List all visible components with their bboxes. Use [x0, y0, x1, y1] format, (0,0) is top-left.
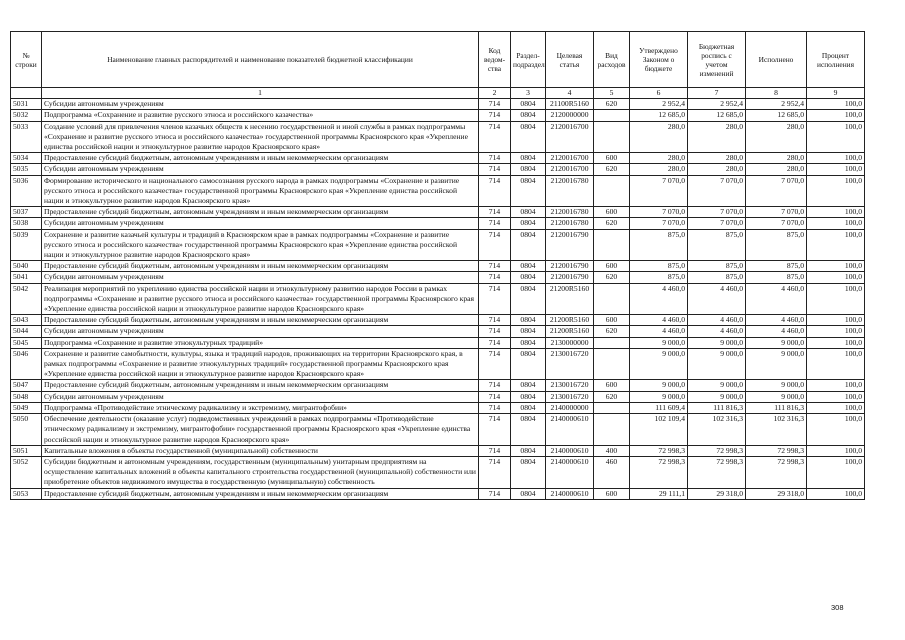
percent-executed: 100,0: [807, 229, 865, 261]
target-article: 2130016720: [546, 391, 594, 402]
table-row: [11, 110, 865, 121]
section-code: 0804: [511, 218, 546, 229]
executed-amount: 280,0: [746, 153, 807, 164]
percent-executed: 100,0: [807, 218, 865, 229]
row-name: Субсидии автономным учреждениям: [42, 99, 479, 110]
row-name: Предоставление субсидий бюджетным, автономным учреждениям и иным некоммерческим организациям: [42, 153, 479, 164]
expense-type: [594, 414, 630, 446]
dept-code: 714: [479, 456, 511, 488]
approved-amount: 875,0: [630, 272, 688, 283]
row-number: 5037: [11, 207, 42, 218]
table-row: [11, 337, 865, 348]
expense-type: [594, 402, 630, 413]
budget-list-amount: 4 460,0: [688, 315, 746, 326]
budget-list-amount: 2 952,4: [688, 99, 746, 110]
section-code: 0804: [511, 315, 546, 326]
row-number: 5049: [11, 402, 42, 413]
target-article: 2120016700: [546, 121, 594, 153]
page-number: 308: [831, 603, 844, 612]
expense-type: 600: [594, 207, 630, 218]
col-number: 9: [807, 88, 865, 99]
budget-list-amount: 29 318,0: [688, 488, 746, 499]
expense-type: 600: [594, 488, 630, 499]
table-row: [11, 121, 865, 153]
target-article: 2120016790: [546, 229, 594, 261]
section-code: 0804: [511, 402, 546, 413]
target-article: 2140000610: [546, 445, 594, 456]
expense-type: 600: [594, 153, 630, 164]
table-row: [11, 272, 865, 283]
dept-code: 714: [479, 337, 511, 348]
approved-amount: 280,0: [630, 153, 688, 164]
executed-amount: 2 952,4: [746, 99, 807, 110]
row-name: Предоставление субсидий бюджетным, автономным учреждениям и иным некоммерческим организациям: [42, 261, 479, 272]
row-number: 5035: [11, 164, 42, 175]
table-row: [11, 229, 865, 261]
table-row: [11, 153, 865, 164]
table-row: [11, 391, 865, 402]
row-number: 5043: [11, 315, 42, 326]
target-article: 2120016700: [546, 153, 594, 164]
section-code: 0804: [511, 153, 546, 164]
row-name: Сохранение и развитие казачьей культуры и традиций в Красноярском крае в рамках подпрограммы «Сохранение и развитие русского этноса и российского казачества» государственной программы Красноярского края «Укрепление единства российской нации и этнокультурное развитие народов Красноярского края»: [42, 229, 479, 261]
row-name: Субсидии автономным учреждениям: [42, 218, 479, 229]
dept-code: 714: [479, 164, 511, 175]
executed-amount: 4 460,0: [746, 326, 807, 337]
dept-code: 714: [479, 348, 511, 380]
percent-executed: 100,0: [807, 488, 865, 499]
target-article: 2140000610: [546, 488, 594, 499]
budget-list-amount: 9 000,0: [688, 337, 746, 348]
table-row: [11, 218, 865, 229]
approved-amount: 9 000,0: [630, 380, 688, 391]
row-number: 5050: [11, 414, 42, 446]
row-number: 5039: [11, 229, 42, 261]
row-name: Подпрограмма «Сохранение и развитие этнокультурных традиций»: [42, 337, 479, 348]
executed-amount: 9 000,0: [746, 337, 807, 348]
percent-executed: 100,0: [807, 99, 865, 110]
budget-list-amount: 72 998,3: [688, 445, 746, 456]
section-code: 0804: [511, 414, 546, 446]
approved-amount: 72 998,3: [630, 456, 688, 488]
row-number: 5038: [11, 218, 42, 229]
budget-list-amount: 72 998,3: [688, 456, 746, 488]
table-row: [11, 380, 865, 391]
percent-executed: 100,0: [807, 261, 865, 272]
target-article: 2140000000: [546, 402, 594, 413]
approved-amount: 875,0: [630, 229, 688, 261]
budget-list-amount: 9 000,0: [688, 391, 746, 402]
row-name: Формирование исторического и национального самосознания русского народа в рамках подпрограммы «Сохранение и развитие русского этноса и российского казачества» государственной программы Красноярского края «Укрепление единства российской нации и этнокультурное развитие народов Красноярского края»: [42, 175, 479, 207]
percent-executed: 100,0: [807, 326, 865, 337]
row-number: 5032: [11, 110, 42, 121]
percent-executed: 100,0: [807, 315, 865, 326]
target-article: 2120016780: [546, 175, 594, 207]
section-code: 0804: [511, 326, 546, 337]
dept-code: 714: [479, 218, 511, 229]
section-code: 0804: [511, 261, 546, 272]
target-article: 2120016780: [546, 207, 594, 218]
executed-amount: 280,0: [746, 164, 807, 175]
expense-type: [594, 348, 630, 380]
dept-code: 714: [479, 272, 511, 283]
header-expense-type: Вид расходов: [594, 32, 630, 88]
table-row: [11, 414, 865, 446]
row-number: 5053: [11, 488, 42, 499]
target-article: 2120016790: [546, 261, 594, 272]
table-row: [11, 402, 865, 413]
section-code: 0804: [511, 229, 546, 261]
target-article: 21200R5160: [546, 283, 594, 315]
percent-executed: 100,0: [807, 402, 865, 413]
executed-amount: 29 318,0: [746, 488, 807, 499]
expense-type: [594, 283, 630, 315]
budget-list-amount: 280,0: [688, 121, 746, 153]
budget-list-amount: 111 816,3: [688, 402, 746, 413]
dept-code: 714: [479, 207, 511, 218]
table-row: [11, 445, 865, 456]
header-section: Раздел-подраздел: [511, 32, 546, 88]
executed-amount: 4 460,0: [746, 283, 807, 315]
budget-list-amount: 12 685,0: [688, 110, 746, 121]
table-row: [11, 207, 865, 218]
percent-executed: 100,0: [807, 110, 865, 121]
approved-amount: 72 998,3: [630, 445, 688, 456]
percent-executed: 100,0: [807, 153, 865, 164]
percent-executed: 100,0: [807, 391, 865, 402]
expense-type: [594, 110, 630, 121]
target-article: 2130016720: [546, 380, 594, 391]
executed-amount: 9 000,0: [746, 380, 807, 391]
approved-amount: 12 685,0: [630, 110, 688, 121]
table-row: [11, 283, 865, 315]
row-name: Создание условий для привлечения членов казачьих обществ к несению государственной и иной службы в рамках подпрограммы «Сохранение и развитие русского этноса и российского казачества» государственной программы Красноярского края «Укрепление единства российской нации и этнокультурное развитие народов Красноярского края»: [42, 121, 479, 153]
table-row: [11, 99, 865, 110]
section-code: 0804: [511, 391, 546, 402]
budget-list-amount: 875,0: [688, 261, 746, 272]
col-number: 2: [479, 88, 511, 99]
table-row: [11, 315, 865, 326]
row-name: Предоставление субсидий бюджетным, автономным учреждениям и иным некоммерческим организациям: [42, 207, 479, 218]
budget-list-amount: 4 460,0: [688, 283, 746, 315]
budget-table: [10, 31, 865, 500]
approved-amount: 4 460,0: [630, 315, 688, 326]
expense-type: [594, 175, 630, 207]
col-number: [11, 88, 42, 99]
table-body: [11, 99, 865, 500]
budget-list-amount: 4 460,0: [688, 326, 746, 337]
expense-type: 620: [594, 218, 630, 229]
row-name: Субсидии автономным учреждениям: [42, 272, 479, 283]
approved-amount: 7 070,0: [630, 175, 688, 207]
executed-amount: 7 070,0: [746, 218, 807, 229]
executed-amount: 7 070,0: [746, 207, 807, 218]
target-article: 21200R5160: [546, 315, 594, 326]
approved-amount: 29 111,1: [630, 488, 688, 499]
col-number: 6: [630, 88, 688, 99]
section-code: 0804: [511, 164, 546, 175]
budget-list-amount: 9 000,0: [688, 348, 746, 380]
executed-amount: 875,0: [746, 261, 807, 272]
row-name: Субсидии автономным учреждениям: [42, 391, 479, 402]
row-name: Субсидии бюджетным и автономным учреждениям, государственным (муниципальным) унитарным предприятиям на осуществление капитальных вложений в объекты капитального строительства государственной (муниципальной) собственности или приобретение объектов недвижимого имущества в государственную (муниципальную) собственность: [42, 456, 479, 488]
row-name: Предоставление субсидий бюджетным, автономным учреждениям и иным некоммерческим организациям: [42, 380, 479, 391]
percent-executed: 100,0: [807, 121, 865, 153]
percent-executed: 100,0: [807, 175, 865, 207]
budget-list-amount: 280,0: [688, 164, 746, 175]
percent-executed: 100,0: [807, 380, 865, 391]
row-number: 5042: [11, 283, 42, 315]
row-number: 5040: [11, 261, 42, 272]
section-code: 0804: [511, 207, 546, 218]
budget-list-amount: 9 000,0: [688, 380, 746, 391]
percent-executed: 100,0: [807, 283, 865, 315]
row-name: Подпрограмма «Противодействие этническому радикализму и экстремизму, мигрантофобии»: [42, 402, 479, 413]
section-code: 0804: [511, 110, 546, 121]
section-code: 0804: [511, 348, 546, 380]
approved-amount: 102 109,4: [630, 414, 688, 446]
header-target-article: Целевая статья: [546, 32, 594, 88]
header-approved: Утверждено Законом о бюджете: [630, 32, 688, 88]
approved-amount: 2 952,4: [630, 99, 688, 110]
row-name: Субсидии автономным учреждениям: [42, 164, 479, 175]
dept-code: 714: [479, 445, 511, 456]
percent-executed: 100,0: [807, 207, 865, 218]
percent-executed: 100,0: [807, 164, 865, 175]
executed-amount: 280,0: [746, 121, 807, 153]
expense-type: 600: [594, 380, 630, 391]
executed-amount: 12 685,0: [746, 110, 807, 121]
expense-type: 620: [594, 272, 630, 283]
expense-type: 600: [594, 315, 630, 326]
percent-executed: 100,0: [807, 348, 865, 380]
executed-amount: 875,0: [746, 229, 807, 261]
row-name: Предоставление субсидий бюджетным, автономным учреждениям и иным некоммерческим организациям: [42, 488, 479, 499]
table-row: [11, 348, 865, 380]
expense-type: 620: [594, 164, 630, 175]
row-number: 5041: [11, 272, 42, 283]
column-number-row: [11, 88, 865, 99]
row-number: 5034: [11, 153, 42, 164]
row-name: Обеспечение деятельности (оказание услуг) подведомственных учреждений в рамках подпрограммы «Противодействие этническому радикализму и экстремизму, мигрантофобии» государственной программы Красноярского края «Укрепление единства российской нации и этнокультурное развитие народов Красноярского края»: [42, 414, 479, 446]
table-row: [11, 326, 865, 337]
dept-code: 714: [479, 391, 511, 402]
section-code: 0804: [511, 99, 546, 110]
row-name: Реализация мероприятий по укреплению единства российской нации и этнокультурному развитию народов России в рамках подпрограммы «Сохранение и развитие русского этноса и российского казачества» государственной программы Красноярского края «Укрепление единства российской нации и этнокультурное развитие народов Красноярского края»: [42, 283, 479, 315]
row-name: Сохранение и развитие самобытности, культуры, языка и традиций народов, проживающих на территории Красноярского края, в рамках подпрограммы «Сохранение и развитие этнокультурных традиций» государственной программы Красноярского края «Укрепление единства российской нации и этнокультурное развитие народов Красноярского края»: [42, 348, 479, 380]
header-row-number: № строки: [11, 32, 42, 88]
executed-amount: 9 000,0: [746, 391, 807, 402]
section-code: 0804: [511, 488, 546, 499]
target-article: 2140000610: [546, 414, 594, 446]
dept-code: 714: [479, 402, 511, 413]
approved-amount: 280,0: [630, 164, 688, 175]
header-name: Наименование главных распорядителей и наименование показателей бюджетной классификации: [42, 32, 479, 88]
header-budget-list: Бюджетная роспись с учетом изменений: [688, 32, 746, 88]
budget-list-amount: 7 070,0: [688, 218, 746, 229]
percent-executed: 100,0: [807, 414, 865, 446]
dept-code: 714: [479, 121, 511, 153]
budget-list-amount: 875,0: [688, 229, 746, 261]
executed-amount: 72 998,3: [746, 456, 807, 488]
executed-amount: 72 998,3: [746, 445, 807, 456]
row-number: 5031: [11, 99, 42, 110]
row-number: 5051: [11, 445, 42, 456]
executed-amount: 111 816,3: [746, 402, 807, 413]
dept-code: 714: [479, 229, 511, 261]
dept-code: 714: [479, 414, 511, 446]
row-number: 5044: [11, 326, 42, 337]
target-article: 2120016700: [546, 164, 594, 175]
section-code: 0804: [511, 337, 546, 348]
row-number: 5036: [11, 175, 42, 207]
dept-code: 714: [479, 488, 511, 499]
row-number: 5048: [11, 391, 42, 402]
percent-executed: 100,0: [807, 445, 865, 456]
dept-code: 714: [479, 175, 511, 207]
target-article: 2130000000: [546, 337, 594, 348]
approved-amount: 4 460,0: [630, 283, 688, 315]
target-article: 21200R5160: [546, 326, 594, 337]
executed-amount: 9 000,0: [746, 348, 807, 380]
header-row: [11, 32, 865, 88]
approved-amount: 7 070,0: [630, 207, 688, 218]
budget-list-amount: 7 070,0: [688, 175, 746, 207]
row-name: Предоставление субсидий бюджетным, автономным учреждениям и иным некоммерческим организациям: [42, 315, 479, 326]
target-article: 21100R5160: [546, 99, 594, 110]
row-number: 5045: [11, 337, 42, 348]
approved-amount: 9 000,0: [630, 348, 688, 380]
section-code: 0804: [511, 121, 546, 153]
table-row: [11, 175, 865, 207]
row-number: 5046: [11, 348, 42, 380]
header-executed: Исполнено: [746, 32, 807, 88]
budget-list-amount: 280,0: [688, 153, 746, 164]
target-article: 2120000000: [546, 110, 594, 121]
approved-amount: 9 000,0: [630, 337, 688, 348]
dept-code: 714: [479, 380, 511, 391]
row-name: Капитальные вложения в объекты государственной (муниципальной) собственности: [42, 445, 479, 456]
section-code: 0804: [511, 445, 546, 456]
table-row: [11, 164, 865, 175]
row-number: 5033: [11, 121, 42, 153]
row-name: Подпрограмма «Сохранение и развитие русского этноса и российского казачества»: [42, 110, 479, 121]
expense-type: 620: [594, 326, 630, 337]
header-percent: Процент исполнения: [807, 32, 865, 88]
approved-amount: 4 460,0: [630, 326, 688, 337]
col-number: 8: [746, 88, 807, 99]
row-number: 5052: [11, 456, 42, 488]
expense-type: [594, 121, 630, 153]
section-code: 0804: [511, 380, 546, 391]
table-row: [11, 261, 865, 272]
budget-list-amount: 875,0: [688, 272, 746, 283]
dept-code: 714: [479, 110, 511, 121]
executed-amount: 4 460,0: [746, 315, 807, 326]
approved-amount: 9 000,0: [630, 391, 688, 402]
target-article: 2140000610: [546, 456, 594, 488]
row-number: 5047: [11, 380, 42, 391]
approved-amount: 280,0: [630, 121, 688, 153]
table-row: [11, 456, 865, 488]
header-dept-code: Код ведом-ства: [479, 32, 511, 88]
percent-executed: 100,0: [807, 337, 865, 348]
col-number: 3: [511, 88, 546, 99]
row-name: Субсидии автономным учреждениям: [42, 326, 479, 337]
executed-amount: 7 070,0: [746, 175, 807, 207]
col-number: 5: [594, 88, 630, 99]
dept-code: 714: [479, 326, 511, 337]
executed-amount: 875,0: [746, 272, 807, 283]
expense-type: 620: [594, 99, 630, 110]
dept-code: 714: [479, 99, 511, 110]
expense-type: 460: [594, 456, 630, 488]
approved-amount: 111 609,4: [630, 402, 688, 413]
approved-amount: 7 070,0: [630, 218, 688, 229]
expense-type: 400: [594, 445, 630, 456]
expense-type: 620: [594, 391, 630, 402]
budget-list-amount: 102 316,3: [688, 414, 746, 446]
section-code: 0804: [511, 272, 546, 283]
col-number: 7: [688, 88, 746, 99]
target-article: 2130016720: [546, 348, 594, 380]
expense-type: 600: [594, 261, 630, 272]
target-article: 2120016780: [546, 218, 594, 229]
expense-type: [594, 337, 630, 348]
section-code: 0804: [511, 175, 546, 207]
dept-code: 714: [479, 261, 511, 272]
dept-code: 714: [479, 315, 511, 326]
percent-executed: 100,0: [807, 272, 865, 283]
dept-code: 714: [479, 283, 511, 315]
approved-amount: 875,0: [630, 261, 688, 272]
section-code: 0804: [511, 283, 546, 315]
percent-executed: 100,0: [807, 456, 865, 488]
expense-type: [594, 229, 630, 261]
dept-code: 714: [479, 153, 511, 164]
executed-amount: 102 316,3: [746, 414, 807, 446]
section-code: 0804: [511, 456, 546, 488]
target-article: 2120016790: [546, 272, 594, 283]
budget-list-amount: 7 070,0: [688, 207, 746, 218]
table-row: [11, 488, 865, 499]
col-number: 4: [546, 88, 594, 99]
col-number: 1: [42, 88, 479, 99]
